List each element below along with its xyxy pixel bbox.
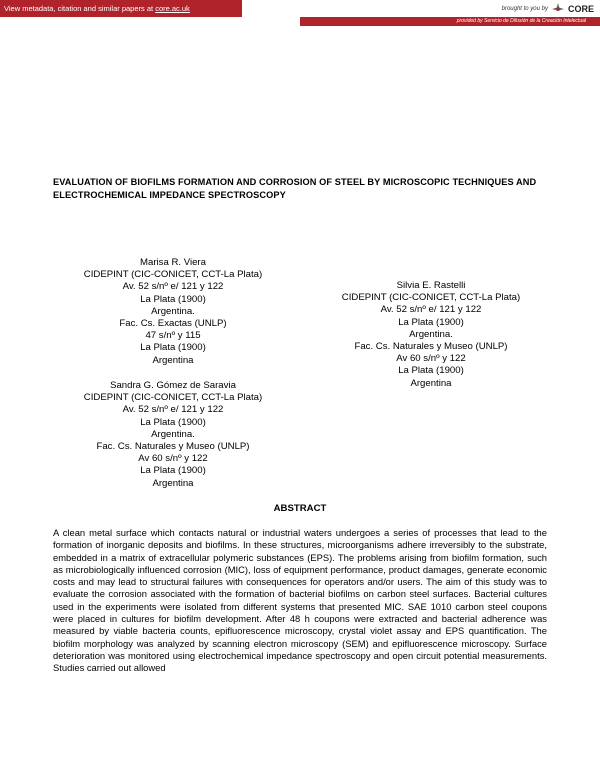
- core-brand[interactable]: [502, 2, 594, 16]
- author-country: Argentina.: [409, 328, 453, 340]
- author-name: Sandra G. Gómez de Saravia: [110, 380, 236, 391]
- author-address-2: Av 60 s/nº y 122: [396, 353, 466, 365]
- author-city-2: La Plata (1900): [140, 342, 206, 354]
- author-affiliation-2: Fac. Cs. Naturales y Museo (UNLP): [354, 341, 508, 353]
- paper-title: EVALUATION OF BIOFILMS FORMATION AND CORROSION OF STEEL BY MICROSCOPIC TECHNIQUES AND ELECTROCHEMICAL IMPEDANCE SPECTROSCOPY: [53, 177, 537, 200]
- author-name: Marisa R. Viera: [140, 257, 206, 268]
- author-city-2: La Plata (1900): [140, 465, 206, 477]
- brought-to-you-text: brought to you by: [501, 6, 548, 12]
- author-country-2: Argentina: [152, 354, 194, 366]
- author-affiliation: CIDEPINT (CIC-CONICET, CCT-La Plata): [83, 269, 263, 281]
- author-address-2: Av 60 s/nº y 122: [138, 453, 208, 465]
- author-country-2: Argentina: [410, 377, 452, 389]
- author-block-gomez-de-saravia: [60, 380, 286, 490]
- abstract-body: A clean metal surface which contacts natural or industrial waters undergoes a series of processes that lead to the formation of inorganic deposits and biofilms. In these structures, microorganisms adhere irreversibly to the substrate, embedded in a matrix of extracellular polymeric substances (EPS). The problems arising from biofilm formation, such as microbiologically influenced corrosion (MIC), loss of equipment performance, product damages, generate economic costs and may lead to structural failures with consequences for operators and/or users. The aim of this study was to evaluate the corrosion associated with the formation of bacterial biofilms on carbon steel surfaces. Bacterial cultures used in the experiments were isolated from different systems that presented MIC. SAE 1010 carbon steel coupons were placed in cultures for biofilm development. After 48 h coupons were extracted and bacterial adherence was measured by viable bacteria counts, epifluorescence microscopy, crystal violet assay and EPS quantification. The biofilm morphology was analyzed by scanning electron microscopy (SEM) and epifluorescence microscopy. Surface deterioration was monitored using electrochemical impedance spectroscopy and open circuit potential measurements. Studies carried out allowed: [53, 527, 547, 674]
- core-logo-text: CORE: [567, 4, 594, 14]
- core-metadata-bar[interactable]: [0, 0, 242, 17]
- abstract-heading: ABSTRACT: [273, 503, 327, 514]
- core-banner: [0, 0, 600, 28]
- author-city-2: La Plata (1900): [398, 365, 464, 377]
- core-link[interactable]: core.ac.uk: [155, 4, 190, 13]
- author-address-2: 47 s/nº y 115: [145, 330, 201, 342]
- author-country: Argentina.: [151, 305, 195, 317]
- author-name: Silvia E. Rastelli: [396, 280, 466, 291]
- author-country-2: Argentina: [152, 477, 194, 489]
- core-metadata-text: View metadata, citation and similar papers at: [4, 4, 156, 13]
- author-address: Av. 52 s/nº e/ 121 y 122: [380, 304, 482, 316]
- author-city: La Plata (1900): [398, 316, 464, 328]
- author-affiliation: CIDEPINT (CIC-CONICET, CCT-La Plata): [83, 392, 263, 404]
- author-city: La Plata (1900): [140, 416, 206, 428]
- core-provided-bar: provided by Servicio de Difusión de la Creación Intelectual: [300, 17, 600, 26]
- author-address: Av. 52 s/nº e/ 121 y 122: [122, 281, 224, 293]
- core-logo-icon: [551, 2, 565, 16]
- author-country: Argentina.: [151, 428, 195, 440]
- author-city: La Plata (1900): [140, 293, 206, 305]
- author-affiliation: CIDEPINT (CIC-CONICET, CCT-La Plata): [341, 292, 521, 304]
- author-affiliation-2: Fac. Cs. Exactas (UNLP): [119, 318, 227, 330]
- author-affiliation-2: Fac. Cs. Naturales y Museo (UNLP): [96, 441, 250, 453]
- author-block-viera: [60, 257, 286, 367]
- author-block-rastelli: [318, 280, 544, 390]
- author-address: Av. 52 s/nº e/ 121 y 122: [122, 404, 224, 416]
